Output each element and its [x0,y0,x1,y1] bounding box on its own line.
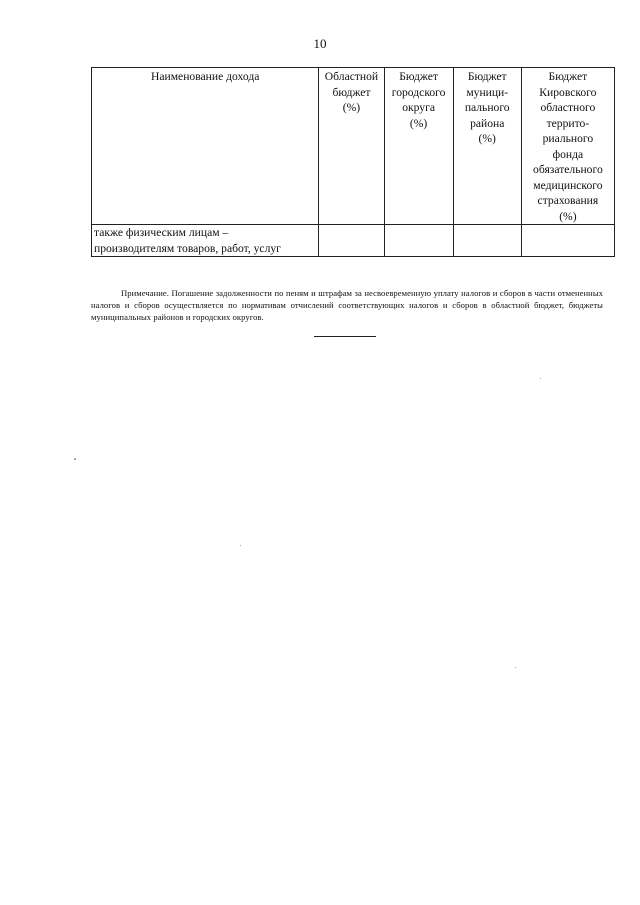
table-header-row [92,68,615,225]
scan-speck [240,545,241,546]
table-row [92,225,615,257]
page-number: 10 [313,36,327,51]
scan-speck [540,378,541,379]
row-city-value [384,225,453,257]
header-income-name: Наименование дохода [92,68,319,225]
row-income-name: также физическим лицам – производителям товаров, работ, услуг [92,225,319,257]
header-municipal-district-budget: Бюджет муници- пального района (%) [453,68,521,225]
income-distribution-table [91,67,615,257]
scan-speck [515,667,516,668]
header-health-insurance-fund-budget: Бюджет Кировского областного террито- риального фонда обязательного медицинского страхования (%) [521,68,614,225]
row-regional-value [319,225,384,257]
header-regional-budget: Областной бюджет (%) [319,68,384,225]
row-municipal-value [453,225,521,257]
header-city-district-budget: Бюджет городского округа (%) [384,68,453,225]
scan-speck [74,458,76,460]
footnote-note: Примечание. Погашение задолженности по пеням и штрафам за несвоевременную уплату налогов и сборов в части отмененных налогов и сборов осуществляется по нормативам отчислений соответствующих налогов и сборов в областной бюджет, бюджеты муниципальных районов и городских округов. [91,287,603,322]
row-fund-value [521,225,614,257]
separator-line [314,336,376,337]
